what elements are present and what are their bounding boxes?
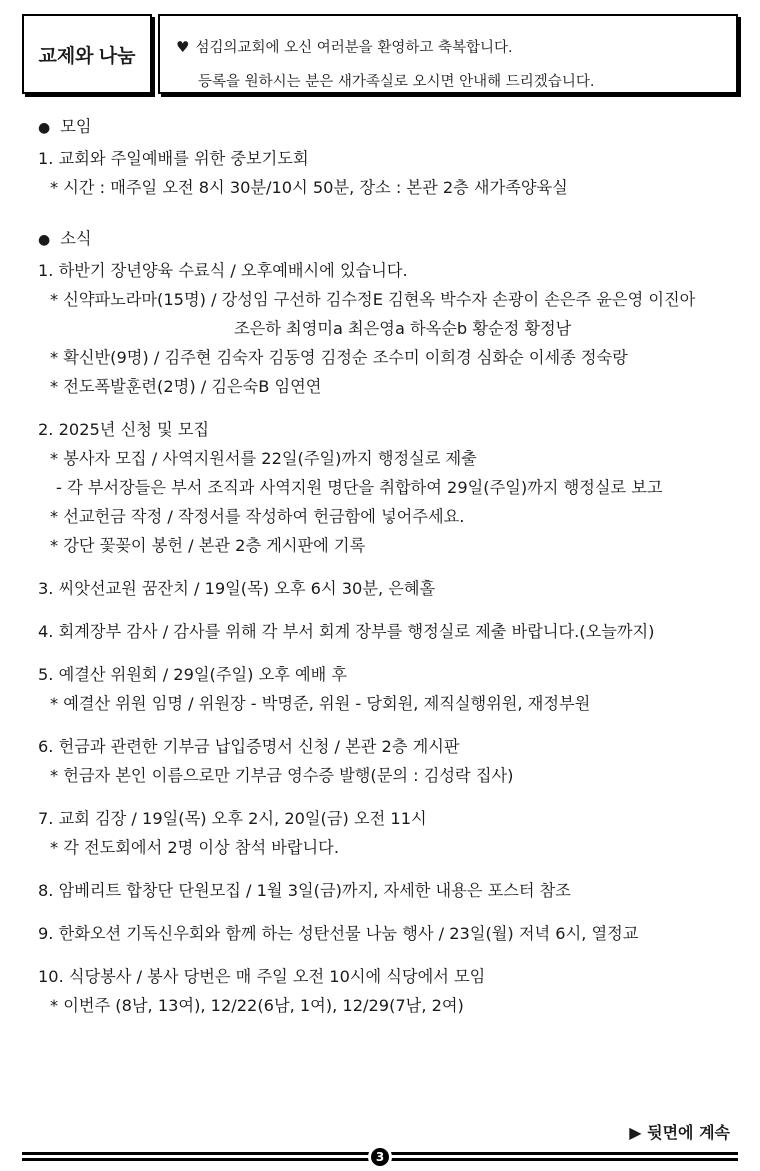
section-title-box [22, 14, 152, 94]
news-item-2-detail-3: * 강단 꽃꽂이 봉헌 / 본관 2층 게시판에 기록 [50, 536, 366, 555]
bullet-icon: ● [38, 120, 51, 136]
news-item-1: 1. 하반기 장년양육 수료식 / 오후예배시에 있습니다. [38, 261, 408, 280]
page-number: 3 [371, 1148, 389, 1166]
welcome-text-1: 섬김의교회에 오신 여러분을 환영하고 축복합니다. [195, 40, 513, 56]
heart-icon: ♥ [176, 38, 190, 56]
news-item-8: 8. 암베리트 합창단 단원모집 / 1월 3일(금)까지, 자세한 내용은 포스터 참조 [38, 881, 571, 900]
news-item-5: 5. 예결산 위원회 / 29일(주일) 오후 예배 후 [38, 665, 348, 684]
news-item-10: 10. 식당봉사 / 봉사 당번은 매 주일 오전 10시에 식당에서 모임 [38, 967, 486, 986]
news-item-10-detail: * 이번주 (8남, 13여), 12/22(6남, 1여), 12/29(7남, 2여) [50, 996, 464, 1015]
section-heading-news: ● 소식 [38, 229, 92, 248]
news-item-5-detail: * 예결산 위원 임명 / 위원장 - 박명준, 위원 - 당회원, 제직실행위원, 재정부원 [50, 694, 591, 713]
news-item-2-detail-1: * 봉사자 모집 / 사역지원서를 22일(주일)까지 행정실로 제출 [50, 449, 477, 468]
news-item-7-detail: * 각 전도회에서 2명 이상 참석 바랍니다. [50, 838, 339, 857]
welcome-line-2: 등록을 원하시는 분은 새가족실로 오시면 안내해 드리겠습니다. [198, 74, 595, 90]
news-item-2-detail-1-dash: - 각 부서장들은 부서 조직과 사역지원 명단을 취합하여 29일(주일)까지 행정실로 보고 [56, 478, 663, 497]
header [22, 14, 738, 98]
meeting-item-1: 1. 교회와 주일예배를 위한 중보기도회 [38, 149, 309, 168]
announcements [38, 104, 744, 1020]
news-item-6-detail: * 헌금자 본인 이름으로만 기부금 영수증 발행(문의 : 김성락 집사) [50, 766, 514, 785]
news-item-1-detail-1: * 신약파노라마(15명) / 강성임 구선하 김수정E 김현옥 박수자 손광이 손은주 윤은영 이진아 [50, 290, 696, 309]
news-item-1-detail-3: * 전도폭발훈련(2명) / 김은숙B 임연연 [50, 377, 322, 396]
section-heading-meeting: ● 모임 [38, 117, 92, 136]
footer-divider [22, 1148, 738, 1166]
news-item-2-detail-2: * 선교헌금 작정 / 작정서를 작성하여 헌금함에 넣어주세요. [50, 507, 465, 526]
continue-on-back: ▶ 뒷면에 계속 [629, 1123, 730, 1142]
welcome-line-1 [176, 30, 736, 65]
news-item-1-detail-2: * 확신반(9명) / 김주현 김숙자 김동영 김정순 조수미 이희경 심화순 이세종 정숙랑 [50, 348, 628, 367]
news-item-7: 7. 교회 김장 / 19일(목) 오후 2시, 20일(금) 오전 11시 [38, 809, 427, 828]
bullet-icon: ● [38, 232, 51, 248]
news-item-9: 9. 한화오션 기독신우회와 함께 하는 성탄선물 나눔 행사 / 23일(월) 저녁 6시, 열정교 [38, 924, 639, 943]
news-item-6: 6. 헌금과 관련한 기부금 납입증명서 신청 / 본관 2층 게시판 [38, 737, 460, 756]
news-item-3: 3. 씨앗선교원 꿈잔치 / 19일(목) 오후 6시 30분, 은혜홀 [38, 579, 436, 598]
news-item-1-detail-1-cont: 조은하 최영미a 최은영a 하옥순b 황순정 황정남 [234, 319, 572, 338]
news-item-2: 2. 2025년 신청 및 모집 [38, 420, 210, 439]
meeting-item-1-detail: * 시간 : 매주일 오전 8시 30분/10시 50분, 장소 : 본관 2층 새가족양육실 [50, 178, 568, 197]
welcome-box [158, 14, 738, 94]
section-title: 교제와 나눔 [38, 45, 136, 67]
news-item-4: 4. 회계장부 감사 / 감사를 위해 각 부서 회계 장부를 행정실로 제출 바랍니다.(오늘까지) [38, 622, 655, 641]
